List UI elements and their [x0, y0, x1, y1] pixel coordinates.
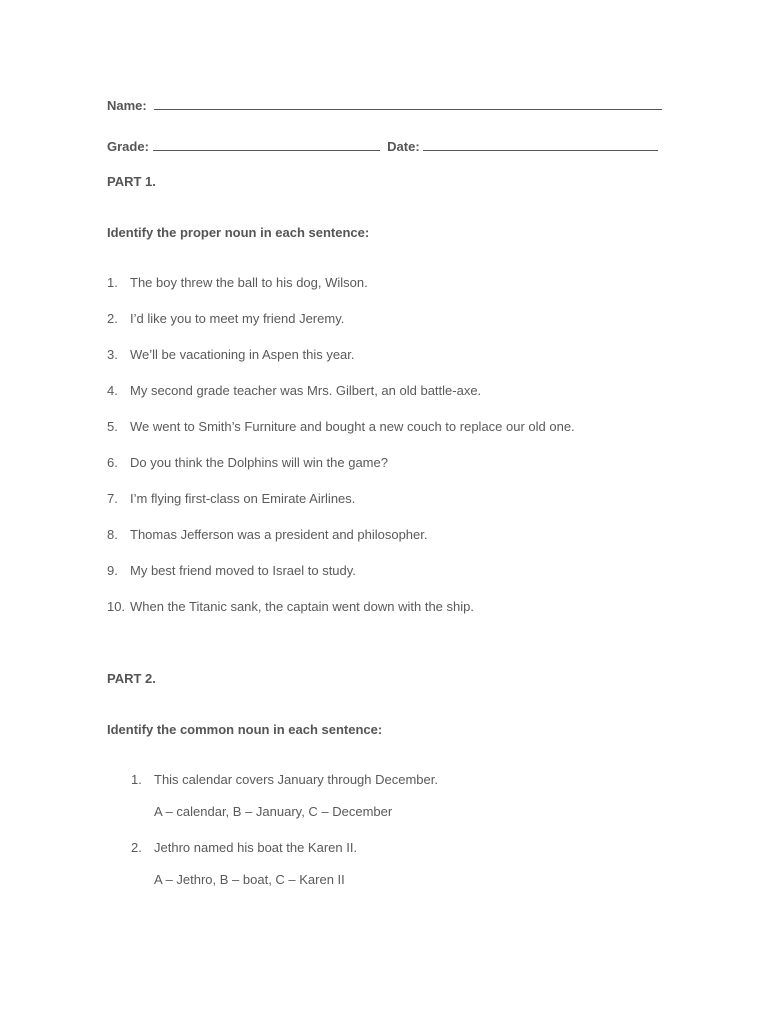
list-item [107, 491, 355, 507]
item-text: My best friend moved to Israel to study. [130, 563, 356, 578]
answer-options: A – Jethro, B – boat, C – Karen II [154, 872, 345, 887]
item-number: 2. [131, 840, 142, 855]
item-text: My second grade teacher was Mrs. Gilbert, an old battle-axe. [130, 383, 482, 398]
grade-date-line [107, 138, 658, 155]
item-number: 3. [107, 347, 118, 362]
item-number: 1. [107, 275, 118, 290]
item-number: 7. [107, 491, 118, 506]
item-text: Do you think the Dolphins will win the game? [130, 455, 388, 470]
item-text: Thomas Jefferson was a president and philosopher. [130, 527, 428, 542]
item-text: I’m flying first-class on Emirate Airlines. [130, 491, 356, 506]
item-number: 8. [107, 527, 118, 542]
list-item [107, 563, 356, 579]
item-text: We’ll be vacationing in Aspen this year. [130, 347, 355, 362]
name-label: Name: [107, 98, 147, 113]
item-text: We went to Smith’s Furniture and bought a new couch to replace our old one. [130, 419, 575, 434]
item-number: 6. [107, 455, 118, 470]
item-text: When the Titanic sank, the captain went down with the ship. [130, 599, 474, 614]
answer-options: A – calendar, B – January, C – December [154, 804, 393, 819]
item-number: 5. [107, 419, 118, 434]
item-text: I’d like you to meet my friend Jeremy. [130, 311, 345, 326]
part1-heading: PART 1. [107, 174, 156, 189]
list-item [107, 383, 481, 399]
list-item [107, 527, 428, 543]
part2-instruction: Identify the common noun in each sentence: [107, 722, 383, 737]
list-item [107, 347, 355, 363]
list-item [131, 840, 357, 856]
item-text: This calendar covers January through December. [154, 772, 438, 787]
list-item [107, 419, 575, 435]
part1-instruction: Identify the proper noun in each sentence: [107, 225, 370, 240]
name-blank[interactable] [154, 97, 662, 110]
date-blank[interactable] [423, 138, 658, 151]
item-number: 4. [107, 383, 118, 398]
list-item [107, 275, 368, 291]
item-text: The boy threw the ball to his dog, Wilson. [130, 275, 368, 290]
item-number: 2. [107, 311, 118, 326]
item-text: Jethro named his boat the Karen II. [154, 840, 358, 855]
grade-blank[interactable] [153, 138, 380, 151]
list-item [131, 772, 438, 788]
list-item [107, 455, 388, 471]
item-number: 1. [131, 772, 142, 787]
date-label: Date: [387, 139, 420, 154]
name-line [107, 97, 662, 114]
part2-heading: PART 2. [107, 671, 156, 686]
item-number: 10. [107, 599, 126, 614]
item-number: 9. [107, 563, 118, 578]
list-item [107, 311, 344, 327]
list-item [107, 599, 474, 615]
grade-label: Grade: [107, 139, 149, 154]
